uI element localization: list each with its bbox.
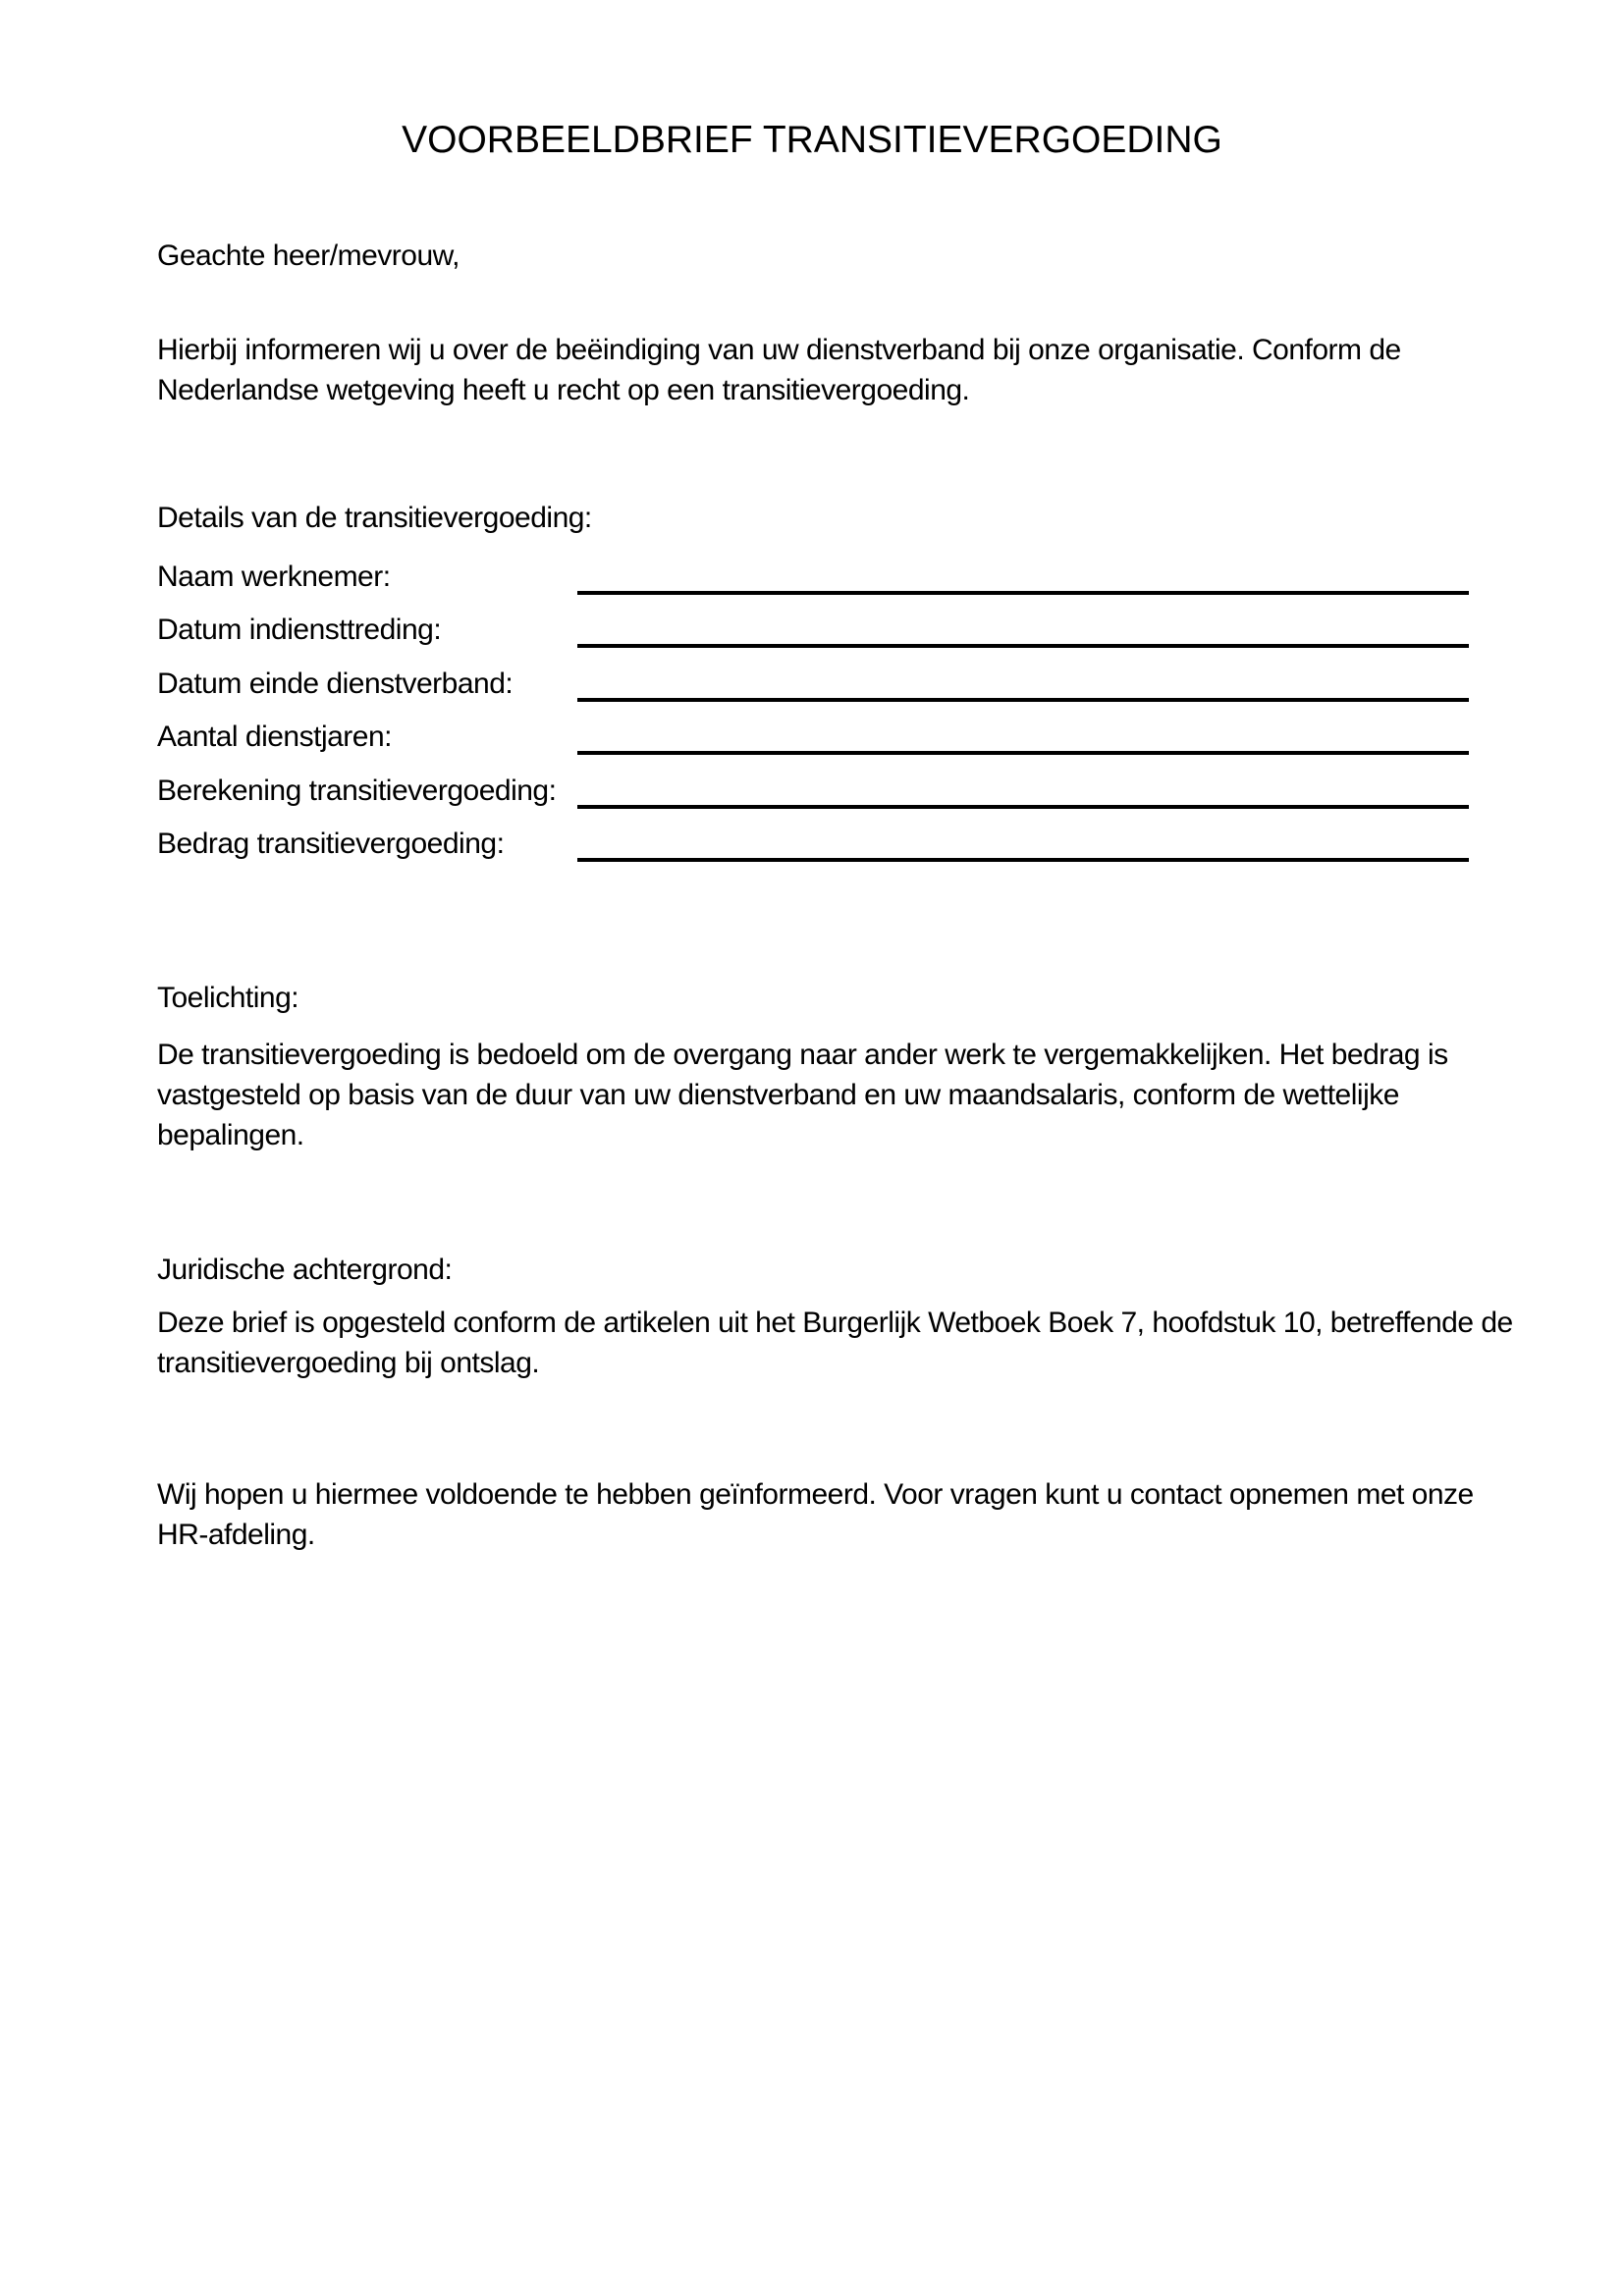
field-label: Naam werknemer: xyxy=(157,561,391,593)
form-field-row xyxy=(157,664,1469,702)
field-blank-line[interactable] xyxy=(577,717,1469,755)
form-field-row xyxy=(157,771,1469,809)
field-label: Datum einde dienstverband: xyxy=(157,667,514,700)
form-field-row xyxy=(157,610,1469,648)
closing-paragraph xyxy=(157,1474,1474,1555)
greeting-line: Geachte heer/mevrouw, xyxy=(157,240,460,272)
field-blank-line[interactable] xyxy=(577,664,1469,702)
form-field-row xyxy=(157,557,1469,595)
paragraph-line: HR-afdeling. xyxy=(157,1519,315,1551)
field-blank-line[interactable] xyxy=(577,557,1469,595)
paragraph-line: vastgesteld op basis van de duur van uw dienstverband en uw maandsalaris, conform de wettelijke xyxy=(157,1079,1399,1111)
paragraph-line: transitievergoeding bij ontslag. xyxy=(157,1347,540,1379)
paragraph-line: Deze brief is opgesteld conform de artikelen uit het Burgerlijk Wetboek Boek 7, hoofdstuk 10, betreffende de xyxy=(157,1307,1513,1339)
intro-paragraph xyxy=(157,330,1401,410)
paragraph-line: De transitievergoeding is bedoeld om de overgang naar ander werk te vergemakkelijken. Het bedrag is xyxy=(157,1039,1448,1071)
details-heading: Details van de transitievergoeding: xyxy=(157,502,592,534)
juridische-achtergrond-heading: Juridische achtergrond: xyxy=(157,1254,453,1286)
document-title: VOORBEELDBRIEF TRANSITIEVERGOEDING xyxy=(402,119,1222,161)
toelichting-heading: Toelichting: xyxy=(157,982,299,1014)
juridische-achtergrond-paragraph xyxy=(157,1303,1513,1383)
field-label: Berekening transitievergoeding: xyxy=(157,774,557,807)
paragraph-line: bepalingen. xyxy=(157,1119,304,1151)
field-blank-line[interactable] xyxy=(577,771,1469,809)
field-blank-line[interactable] xyxy=(577,824,1469,862)
toelichting-paragraph xyxy=(157,1035,1448,1155)
paragraph-line: Nederlandse wetgeving heeft u recht op een transitievergoeding. xyxy=(157,374,970,406)
form-field-row xyxy=(157,717,1469,755)
paragraph-line: Wij hopen u hiermee voldoende te hebben geïnformeerd. Voor vragen kunt u contact opnemen met onze xyxy=(157,1478,1474,1511)
field-blank-line[interactable] xyxy=(577,610,1469,648)
field-label: Datum indiensttreding: xyxy=(157,614,442,646)
field-label: Aantal dienstjaren: xyxy=(157,721,392,753)
form-field-row xyxy=(157,824,1469,862)
field-label: Bedrag transitievergoeding: xyxy=(157,828,505,860)
paragraph-line: Hierbij informeren wij u over de beëindiging van uw dienstverband bij onze organisatie. Conform de xyxy=(157,334,1401,366)
